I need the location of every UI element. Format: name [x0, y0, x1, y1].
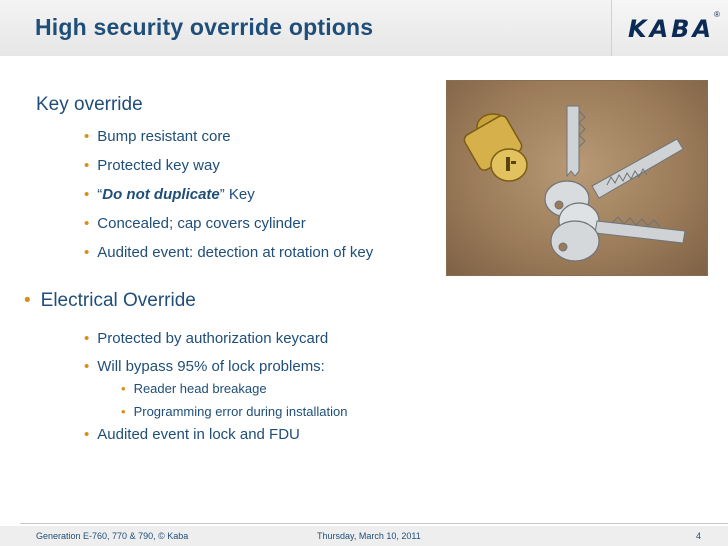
registered-mark: ®: [714, 10, 720, 19]
list-item: [84, 244, 373, 261]
bullet: •: [121, 381, 126, 396]
list-item-text: Audited event in lock and FDU: [97, 426, 300, 443]
key-shape: [551, 217, 685, 261]
list-item: [84, 358, 325, 375]
logo-wordmark: KABA: [628, 15, 715, 43]
page-number: 4: [696, 531, 702, 541]
keys-illustration: [447, 81, 708, 276]
list-item: [84, 128, 231, 145]
footer-divider: [20, 523, 728, 524]
key-shape: [545, 106, 589, 217]
footer-copyright: Generation E-760, 770 & 790, © Kaba: [36, 531, 189, 541]
electrical-override-heading: [24, 290, 196, 312]
list-item-text: Protected key way: [97, 157, 220, 174]
bullet: •: [84, 426, 90, 443]
lock-cylinder: [462, 114, 527, 181]
key-override-heading: Key override: [36, 94, 143, 115]
slide-footer: [0, 526, 728, 546]
footer-date: Thursday, March 10, 2011: [317, 531, 421, 541]
open-quote: “: [97, 186, 103, 203]
sub-list-item: [121, 404, 347, 419]
emphasis-text: Do not duplicate: [102, 186, 220, 203]
bullet: •: [84, 128, 90, 145]
slide-title: High security override options: [35, 14, 374, 40]
list-item-text: ” Key: [219, 186, 255, 203]
sub-list-item-text: Programming error during installation: [133, 404, 348, 419]
bullet: •: [24, 290, 31, 311]
bullet: •: [84, 186, 90, 203]
bullet: •: [84, 157, 90, 174]
bullet: •: [84, 215, 90, 232]
sub-list-item-text: Reader head breakage: [133, 381, 267, 396]
bullet: •: [84, 358, 90, 375]
list-item-text: Audited event: detection at rotation of key: [97, 244, 374, 261]
list-item: [84, 426, 300, 443]
slide-header: [0, 0, 728, 56]
list-item-text: Protected by authorization keycard: [97, 330, 329, 347]
kaba-logo: [611, 0, 728, 56]
bullet: •: [84, 244, 90, 261]
bullet: •: [84, 330, 90, 347]
list-item-text: Bump resistant core: [97, 128, 231, 145]
sub-list-item: [121, 381, 267, 396]
list-item: [84, 330, 328, 347]
list-item: [84, 157, 220, 174]
list-item: [84, 215, 306, 232]
list-item: [84, 186, 255, 203]
list-item-text: Concealed; cap covers cylinder: [97, 215, 306, 232]
list-item-text: Will bypass 95% of lock problems:: [97, 358, 325, 375]
heading-text: Electrical Override: [40, 290, 196, 311]
keys-photo: [446, 80, 708, 276]
bullet: •: [121, 404, 126, 419]
